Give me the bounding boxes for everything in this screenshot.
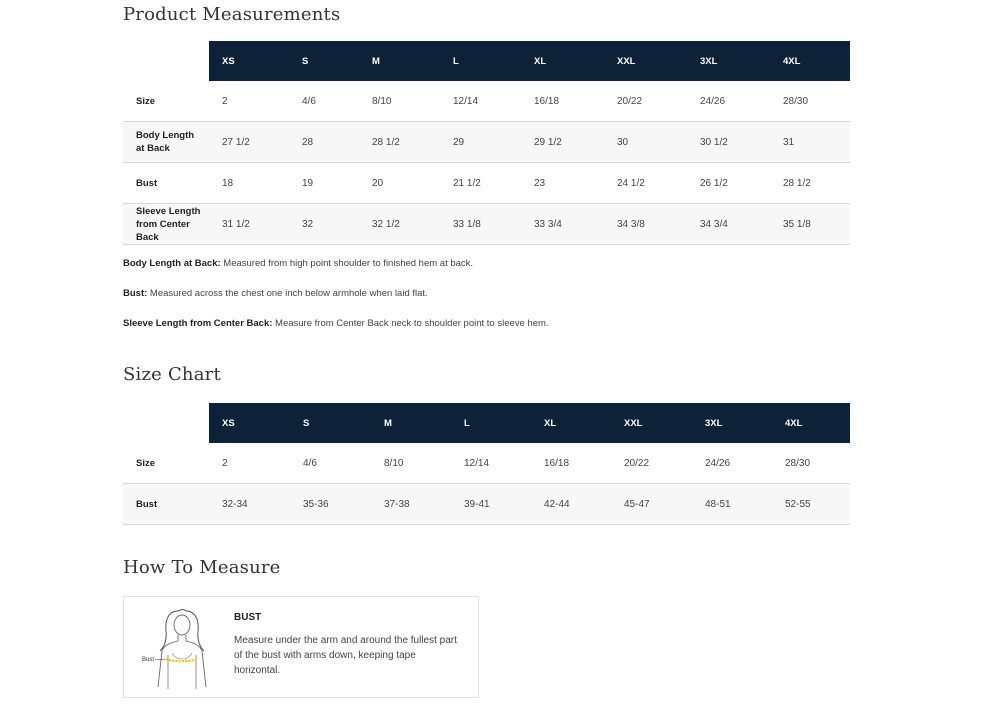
table-cell: 52-55 bbox=[772, 484, 850, 525]
table-cell: 26 1/2 bbox=[687, 163, 770, 204]
product-measurements-title: Product Measurements bbox=[123, 4, 341, 25]
table-cell: 34 3/8 bbox=[604, 204, 687, 245]
size-header: 3XL bbox=[687, 41, 770, 81]
table-cell: 29 1/2 bbox=[521, 122, 604, 163]
table-cell: 32 1/2 bbox=[359, 204, 440, 245]
size-header: XL bbox=[531, 403, 611, 443]
table-header-row bbox=[123, 41, 850, 81]
note-text: Measure from Center Back neck to shoulder point to sleeve hem. bbox=[272, 318, 549, 329]
table-cell: 24/26 bbox=[692, 443, 772, 484]
note-text: Measured from high point shoulder to finished hem at back. bbox=[220, 258, 474, 269]
table-cell: 48-51 bbox=[692, 484, 772, 525]
table-cell: 28/30 bbox=[772, 443, 850, 484]
table-cell: 2 bbox=[209, 443, 290, 484]
table-cell: 2 bbox=[209, 81, 289, 122]
table-cell: 31 1/2 bbox=[209, 204, 289, 245]
table-row bbox=[123, 443, 850, 484]
table-cell: 30 bbox=[604, 122, 687, 163]
size-header: 4XL bbox=[770, 41, 850, 81]
row-label: Size bbox=[123, 443, 209, 484]
table-cell: 33 1/8 bbox=[440, 204, 521, 245]
note-term: Body Length at Back: bbox=[123, 258, 221, 269]
size-header: 3XL bbox=[692, 403, 772, 443]
table-cell: 34 3/4 bbox=[687, 204, 770, 245]
table-cell: 12/14 bbox=[440, 81, 521, 122]
table-cell: 20 bbox=[359, 163, 440, 204]
size-header: L bbox=[451, 403, 531, 443]
table-cell: 35-36 bbox=[290, 484, 371, 525]
size-header: XS bbox=[209, 41, 289, 81]
card-heading: BUST bbox=[234, 612, 262, 623]
table-row bbox=[123, 484, 850, 525]
size-header: 4XL bbox=[772, 403, 850, 443]
header-corner bbox=[123, 41, 209, 81]
size-header: XXL bbox=[611, 403, 692, 443]
size-header: S bbox=[290, 403, 371, 443]
measure-card-bust bbox=[123, 596, 479, 698]
size-header: S bbox=[289, 41, 359, 81]
table-cell: 20/22 bbox=[611, 443, 692, 484]
note-term: Sleeve Length from Center Back: bbox=[123, 318, 273, 329]
table-cell: 39-41 bbox=[451, 484, 531, 525]
size-header: M bbox=[371, 403, 451, 443]
table-cell: 28 1/2 bbox=[770, 163, 850, 204]
table-cell: 24/26 bbox=[687, 81, 770, 122]
table-cell: 23 bbox=[521, 163, 604, 204]
table-cell: 45-47 bbox=[611, 484, 692, 525]
table-cell: 37-38 bbox=[371, 484, 451, 525]
table-cell: 20/22 bbox=[604, 81, 687, 122]
row-label: Body Length at Back bbox=[123, 122, 209, 163]
table-cell: 12/14 bbox=[451, 443, 531, 484]
table-header-row bbox=[123, 403, 850, 443]
size-header: XL bbox=[521, 41, 604, 81]
table-cell: 33 3/4 bbox=[521, 204, 604, 245]
row-label: Size bbox=[123, 81, 209, 122]
table-cell: 16/18 bbox=[521, 81, 604, 122]
note-bust bbox=[123, 288, 428, 299]
table-row bbox=[123, 163, 850, 204]
size-chart-title: Size Chart bbox=[123, 364, 221, 385]
product-measurements-table bbox=[123, 41, 850, 245]
table-cell: 16/18 bbox=[531, 443, 611, 484]
row-label: Bust bbox=[123, 163, 209, 204]
table-cell: 35 1/8 bbox=[770, 204, 850, 245]
note-body-length bbox=[123, 258, 473, 269]
table-cell: 28 1/2 bbox=[359, 122, 440, 163]
table-cell: 27 1/2 bbox=[209, 122, 289, 163]
header-corner bbox=[123, 403, 209, 443]
card-description: Measure under the arm and around the fullest part of the bust with arms down, keeping tape horizontal. bbox=[234, 635, 457, 676]
table-cell: 4/6 bbox=[290, 443, 371, 484]
note-text: Measured across the chest one inch below armhole when laid flat. bbox=[147, 288, 428, 299]
size-header: L bbox=[440, 41, 521, 81]
table-row bbox=[123, 204, 850, 245]
table-cell: 32-34 bbox=[209, 484, 290, 525]
table-cell: 28 bbox=[289, 122, 359, 163]
table-cell: 31 bbox=[770, 122, 850, 163]
table-cell: 30 1/2 bbox=[687, 122, 770, 163]
table-cell: 4/6 bbox=[289, 81, 359, 122]
table-row bbox=[123, 122, 850, 163]
size-chart-table bbox=[123, 403, 850, 525]
table-cell: 28/30 bbox=[770, 81, 850, 122]
table-cell: 21 1/2 bbox=[440, 163, 521, 204]
note-term: Bust: bbox=[123, 288, 148, 299]
how-to-measure-title: How To Measure bbox=[123, 557, 281, 578]
table-cell: 29 bbox=[440, 122, 521, 163]
size-header: XS bbox=[209, 403, 290, 443]
row-label: Bust bbox=[123, 484, 209, 525]
body-figure-illustration bbox=[138, 605, 228, 693]
table-cell: 42-44 bbox=[531, 484, 611, 525]
table-cell: 8/10 bbox=[371, 443, 451, 484]
table-cell: 32 bbox=[289, 204, 359, 245]
table-row bbox=[123, 81, 850, 122]
note-sleeve-length bbox=[123, 318, 549, 329]
table-cell: 8/10 bbox=[359, 81, 440, 122]
size-header: XXL bbox=[604, 41, 687, 81]
table-cell: 19 bbox=[289, 163, 359, 204]
size-header: M bbox=[359, 41, 440, 81]
figure-bust-label: Bust bbox=[142, 657, 155, 663]
table-cell: 24 1/2 bbox=[604, 163, 687, 204]
table-cell: 18 bbox=[209, 163, 289, 204]
row-label: Sleeve Length from Center Back bbox=[123, 204, 209, 245]
